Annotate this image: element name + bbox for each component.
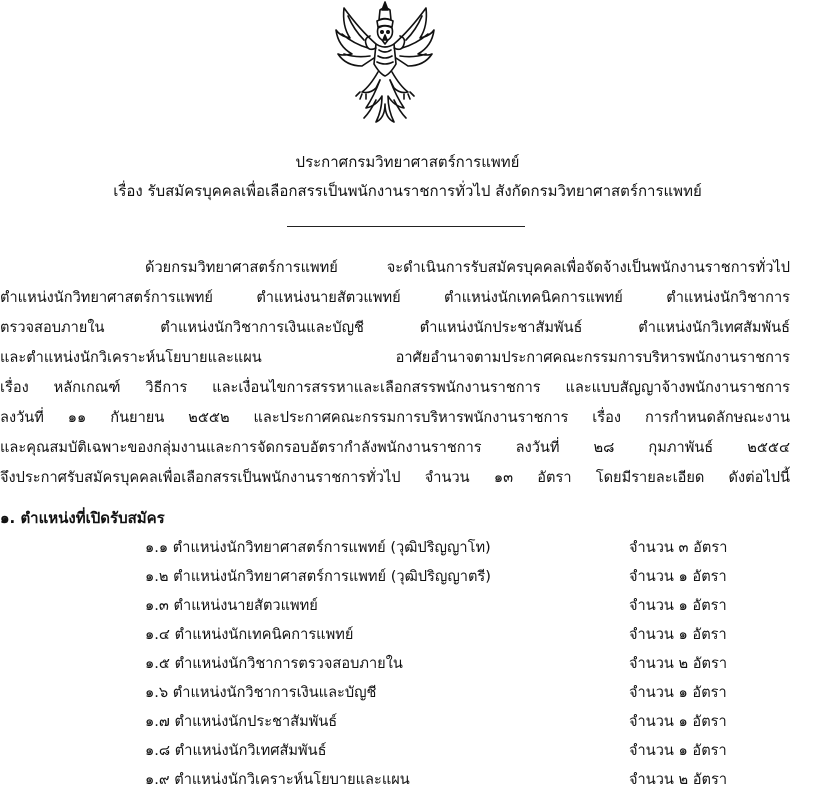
announcement-subject: เรื่อง รับสมัครบุคคลเพื่อเลือกสรรเป็นพนักงานราชการทั่วไป สังกัดกรมวิทยาศาสตร์การแพทย์: [113, 182, 702, 200]
position-name: ๑.๘ ตำแหน่งนักวิเทศสัมพันธ์: [145, 742, 327, 759]
position-count: จำนวน ๑ อัตรา: [629, 597, 727, 614]
body-paragraph-line: เรื่อง หลักเกณฑ์ วิธีการ และเงื่อนไขการสรรหาและเลือกสรรพนักงานราชการ และแบบสัญญาจ้างพนักงานราชการ: [0, 379, 790, 396]
position-name: ๑.๓ ตำแหน่งนายสัตวแพทย์: [145, 597, 318, 614]
body-paragraph-line: ด้วยกรมวิทยาศาสตร์การแพทย์ จะดำเนินการรับสมัครบุคคลเพื่อจัดจ้างเป็นพนักงานราชการทั่วไป: [145, 259, 790, 276]
position-row: [145, 683, 785, 707]
position-row: [145, 625, 785, 649]
body-paragraph-line: และตำแหน่งนักวิเคราะห์นโยบายและแผน อาศัยอำนาจตามประกาศคณะกรรมการบริหารพนักงานราชการ: [0, 349, 790, 366]
position-name: ๑.๖ ตำแหน่งนักวิชาการเงินและบัญชี: [145, 684, 377, 701]
position-row: [145, 596, 785, 620]
position-row: [145, 567, 785, 591]
position-name: ๑.๔ ตำแหน่งนักเทคนิคการแพทย์: [145, 626, 354, 643]
position-row: [145, 712, 785, 736]
position-row: [145, 770, 785, 794]
position-name: ๑.๗ ตำแหน่งนักประชาสัมพันธ์: [145, 713, 338, 730]
position-name: ๑.๑ ตำแหน่งนักวิทยาศาสตร์การแพทย์ (วุฒิปริญญาโท): [145, 539, 491, 556]
position-count: จำนวน ๑ อัตรา: [629, 713, 727, 730]
position-row: [145, 654, 785, 678]
body-paragraph-line: ตรวจสอบภายใน ตำแหน่งนักวิชาการเงินและบัญชี ตำแหน่งนักประชาสัมพันธ์ ตำแหน่งนักวิเทศสัมพันธ์: [0, 319, 790, 336]
position-count: จำนวน ๒ อัตรา: [629, 655, 728, 672]
position-name: ๑.๙ ตำแหน่งนักวิเคราะห์นโยบายและแผน: [145, 771, 410, 788]
body-paragraph-line: ลงวันที่ ๑๑ กันยายน ๒๕๕๒ และประกาศคณะกรรมการบริหารพนักงานราชการ เรื่อง การกำหนดลักษณะงาน: [0, 409, 790, 426]
position-count: จำนวน ๑ อัตรา: [629, 626, 727, 643]
garuda-emblem-icon: [330, 0, 440, 128]
body-paragraph-line: ตำแหน่งนักวิทยาศาสตร์การแพทย์ ตำแหน่งนายสัตวแพทย์ ตำแหน่งนักเทคนิคการแพทย์ ตำแหน่งนักวิชาการ: [0, 289, 790, 306]
position-row: [145, 741, 785, 765]
body-paragraph-line: และคุณสมบัติเฉพาะของกลุ่มงานและการจัดกรอบอัตรากำลังพนักงานราชการ ลงวันที่ ๒๘ กุมภาพันธ์ ๒๕๕๔: [0, 439, 790, 456]
position-name: ๑.๒ ตำแหน่งนักวิทยาศาสตร์การแพทย์ (วุฒิปริญญาตรี): [145, 568, 491, 585]
announcement-title: ประกาศกรมวิทยาศาสตร์การแพทย์: [295, 153, 520, 171]
position-count: จำนวน ๒ อัตรา: [629, 771, 728, 788]
position-count: จำนวน ๓ อัตรา: [629, 539, 728, 556]
position-row: [145, 538, 785, 562]
section-heading-positions: ๑. ตำแหน่งที่เปิดรับสมัคร: [0, 509, 165, 527]
position-count: จำนวน ๑ อัตรา: [629, 568, 727, 585]
title-divider: [287, 226, 525, 227]
position-name: ๑.๕ ตำแหน่งนักวิชาการตรวจสอบภายใน: [145, 655, 403, 672]
position-count: จำนวน ๑ อัตรา: [629, 684, 727, 701]
position-count: จำนวน ๑ อัตรา: [629, 742, 727, 759]
body-paragraph-line: จึงประกาศรับสมัครบุคคลเพื่อเลือกสรรเป็นพนักงานราชการทั่วไป จำนวน ๑๓ อัตรา โดยมีรายละเอียด ดังต่อไปนี้: [0, 469, 790, 486]
